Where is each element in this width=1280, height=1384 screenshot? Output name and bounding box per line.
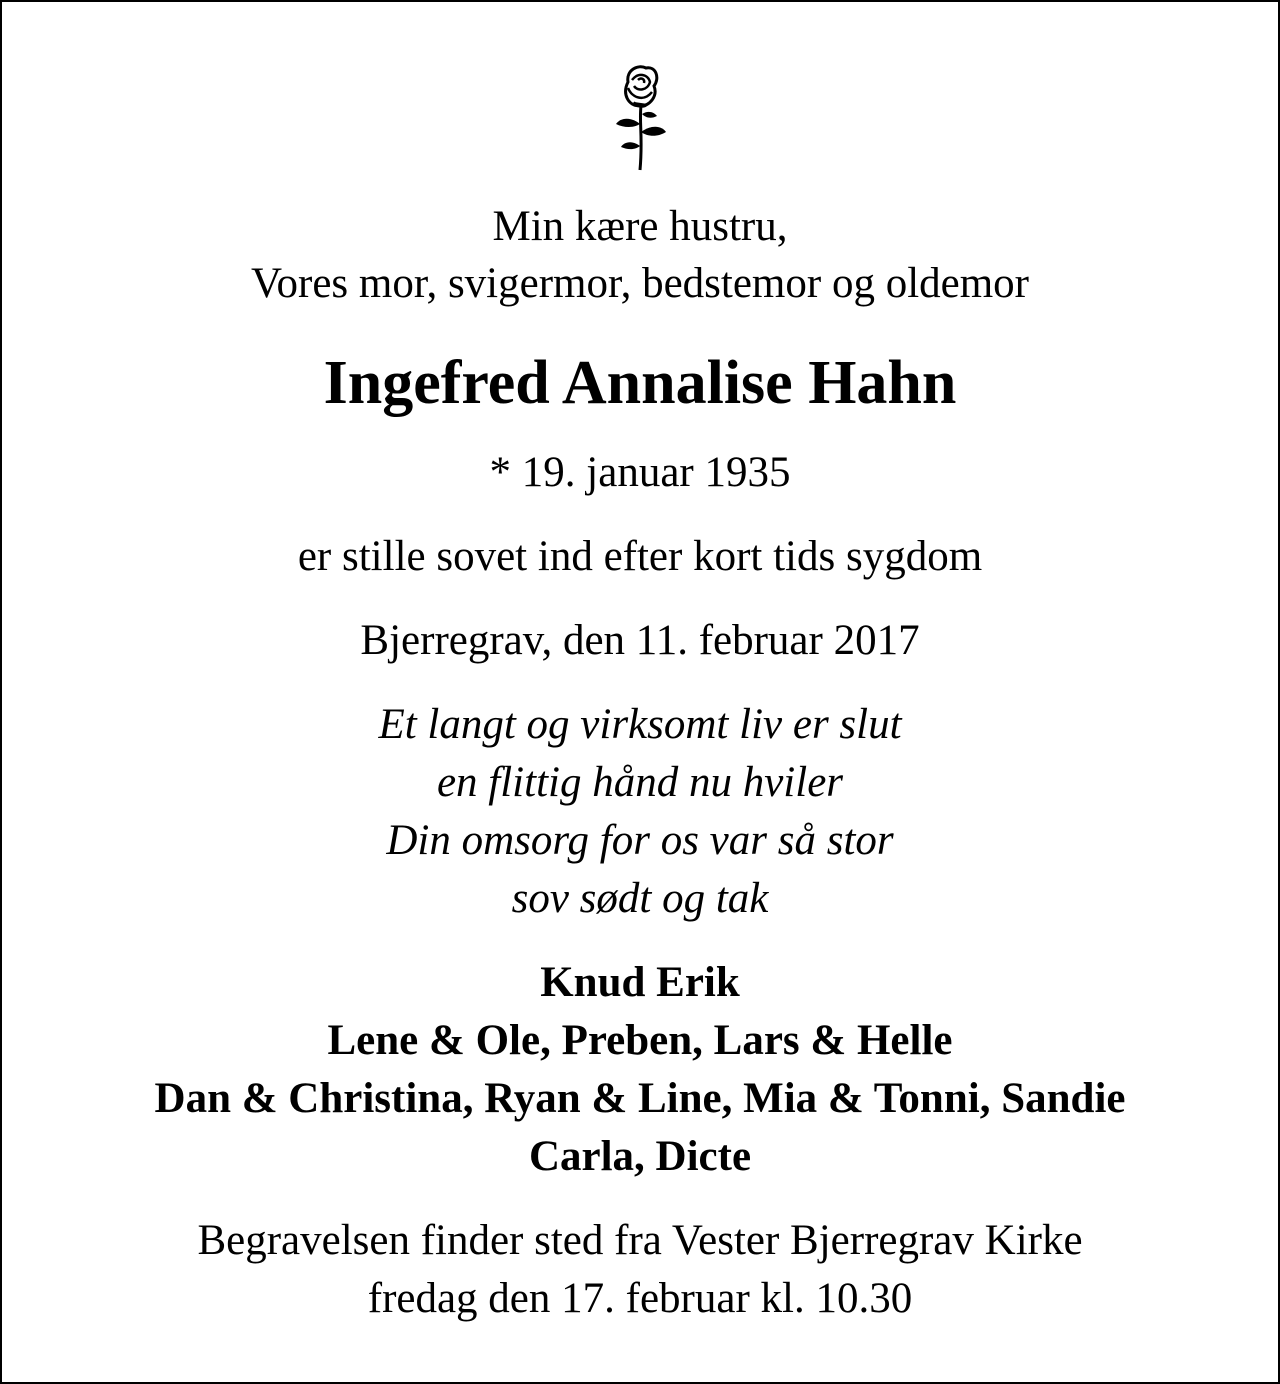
verse-line-1: Et langt og virksomt liv er slut	[378, 701, 902, 748]
passing-text: er stille sovet ind efter kort tids sygdom	[297, 533, 983, 580]
place-and-date: Bjerregrav, den 11. februar 2017	[360, 617, 920, 664]
family-line-1: Knud Erik	[540, 959, 740, 1006]
deceased-name: Ingefred Annalise Hahn	[323, 349, 957, 417]
family-line-2: Lene & Ole, Preben, Lars & Helle	[327, 1017, 953, 1064]
verse-line-3: Din omsorg for os var så stor	[386, 817, 894, 864]
birth-date: * 19. januar 1935	[489, 449, 791, 496]
verse-line-4: sov sødt og tak	[511, 875, 769, 922]
rose-icon	[608, 62, 672, 172]
funeral-line-1: Begravelsen finder sted fra Vester Bjerregrav Kirke	[197, 1217, 1083, 1264]
greeting-line-2: Vores mor, svigermor, bedstemor og oldemor	[251, 260, 1029, 307]
family-line-3: Dan & Christina, Ryan & Line, Mia & Tonni, Sandie	[154, 1075, 1126, 1122]
verse-line-2: en flittig hånd nu hviler	[436, 759, 844, 806]
funeral-line-2: fredag den 17. februar kl. 10.30	[367, 1275, 913, 1322]
greeting-line-1: Min kære hustru,	[492, 203, 788, 250]
family-line-4: Carla, Dicte	[528, 1133, 752, 1180]
